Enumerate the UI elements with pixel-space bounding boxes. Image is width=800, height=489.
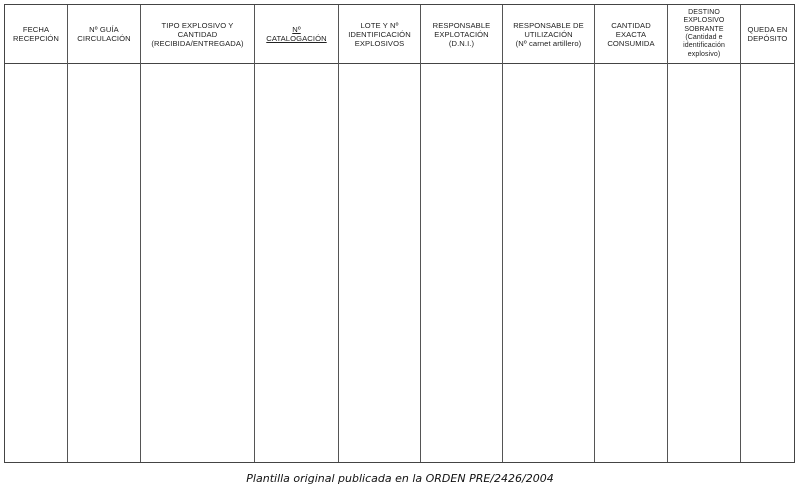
header-responsable-explotacion: RESPONSABLE EXPLOTACIÓN (D.N.I.) — [432, 20, 491, 48]
header-fecha-recepcion: FECHA RECEPCIÓN — [12, 25, 60, 43]
header-catalogacion: Nº CATALOGACIÓN — [266, 25, 327, 43]
header-guia-circulacion: Nº GUÍA CIRCULACIÓN — [77, 25, 131, 43]
column-responsable-explotacion — [421, 5, 503, 462]
header-lote-identificacion: LOTE Y Nº IDENTIFICACIÓN EXPLOSIVOS — [348, 20, 411, 48]
column-tipo-explosivo — [141, 5, 255, 462]
header-responsable-utilizacion: RESPONSABLE DE UTILIZACIÓN (Nº carnet artillero) — [513, 20, 584, 48]
column-fecha-recepcion — [5, 5, 68, 462]
explosives-register-table — [4, 4, 795, 463]
column-destino-sobrante — [668, 5, 741, 462]
column-cantidad-consumida — [595, 5, 668, 462]
figure-caption: Plantilla original publicada en la ORDEN PRE/2426/2004 — [246, 472, 554, 485]
header-tipo-explosivo: TIPO EXPLOSIVO Y CANTIDAD (RECIBIDA/ENTREGADA) — [151, 20, 244, 48]
column-lote-identificacion — [339, 5, 421, 462]
column-guia-circulacion — [68, 5, 141, 462]
header-destino-sobrante: DESTINO EXPLOSIVO SOBRANTE (Cantidad e identificación explosivo) — [683, 8, 725, 58]
column-queda-deposito — [741, 5, 794, 462]
column-responsable-utilizacion — [503, 5, 595, 462]
column-catalogacion — [255, 5, 339, 462]
header-queda-deposito: QUEDA EN DEPÓSITO — [747, 25, 788, 43]
header-cantidad-consumida: CANTIDAD EXACTA CONSUMIDA — [607, 20, 655, 48]
